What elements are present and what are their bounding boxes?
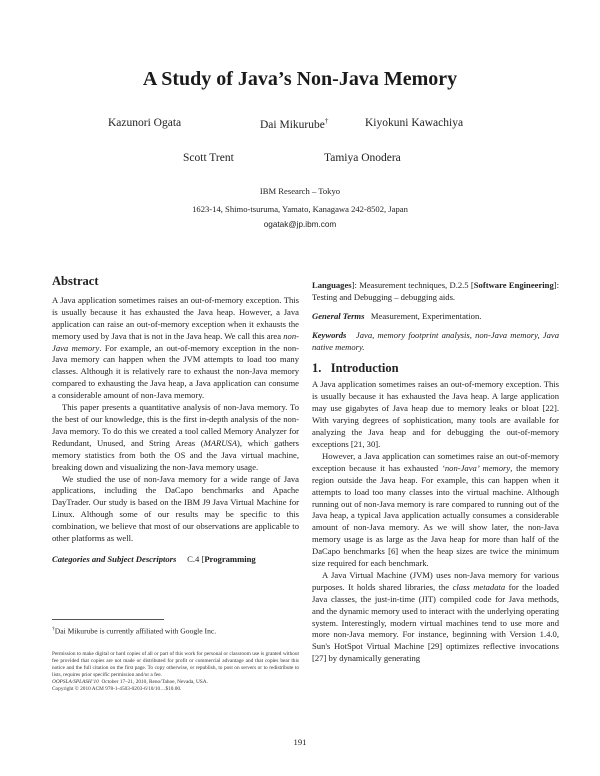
affiliation: IBM Research – Tokyo <box>259 186 341 196</box>
address: 1623-14, Shimo-tsuruma, Yamato, Kanagawa 242-8502, Japan <box>192 204 408 214</box>
left-column <box>52 276 299 566</box>
email-address: ogatak@jp.ibm.com <box>263 220 337 229</box>
footnote-text: Dai Mikurube is currently affiliated with Google Inc. <box>54 626 217 636</box>
general-terms-line <box>312 311 559 323</box>
text-run: ]: Testing and Debugging – debugging aids. <box>312 280 559 302</box>
text-run: . For example, an out-of-memory exception in the non-Java memory can happen when the JVM attempts to load too many classes. Although it is relatively rare to exhaust the non-Java memory compared to exhausting the Java heap, a Java application can consume a considerable amount of non-Java memory. <box>52 342 299 401</box>
section-title: Introduction <box>330 360 399 375</box>
general-terms-label: General Terms <box>312 310 365 321</box>
abstract-paragraph: We studied the use of non-Java memory for a wide range of Java applications, including the DaCapo benchmarks and Apache DayTrader. Our study is based on the IBM J9 Java Virtual Machine for Linux. Although some of our results may be specific to this combination, we believe that most of our observations are applicable to other platforms as well. <box>52 473 299 544</box>
introduction-paragraph <box>312 451 559 570</box>
section-number: 1. <box>312 360 322 375</box>
footnote <box>52 624 299 637</box>
abstract-paragraph <box>52 295 299 402</box>
abstract-heading: Abstract <box>52 274 99 288</box>
keywords-value: Java, memory footprint analysis, non-Java memory, Java native memory. <box>312 329 559 352</box>
paper-title: A Study of Java’s Non-Java Memory <box>142 68 458 90</box>
text-run: A Java Virtual Machine (JVM) uses non-Java memory for various purposes. It holds shared libraries, the <box>312 569 559 592</box>
text-run: A Java application sometimes raises an out-of-memory exception. This is usually because it has exhausted the Java heap. However, a Java application can raise an out-of-memory exception when it exhausts the memory used by Java that is not in the Java heap. We call this area <box>52 294 299 341</box>
text-run: This paper presents a quantitative analysis of non-Java memory. To the best of our knowledge, this is the first in-depth analysis of the non-Java memory. To do this we created a tool called Memory Analyzer for Redundant, Unused, and String Areas ( <box>52 402 299 448</box>
text-run: However, a Java application can sometimes raise an out-of-memory exception because it has exhausted <box>312 450 559 473</box>
keywords-label: Keywords <box>312 329 347 340</box>
categories-software-label: Software Engineering <box>473 280 554 290</box>
categories-value: C.4 [ <box>187 553 205 564</box>
introduction-heading <box>312 360 559 375</box>
categories-language-label: Languages <box>312 280 352 290</box>
emphasis-text: MARUSA <box>203 437 237 448</box>
author-name: Kazunori Ogata <box>108 117 182 129</box>
page-number: 191 <box>293 737 307 747</box>
categories-label: Categories and Subject Descriptors <box>52 553 177 564</box>
footnote-rule <box>52 619 164 620</box>
keywords-line <box>312 330 559 354</box>
author-name: Scott Trent <box>183 152 234 164</box>
venue-details: October 17–21, 2010, Reno/Tahoe, Nevada, USA. <box>101 679 208 686</box>
author-name-with-dagger <box>260 117 328 131</box>
text-run: ]: Measurement techniques, D.2.5 [ <box>351 280 474 290</box>
text-run: ), which gathers memory statistics from both the OS and the Java virtual machine, breaking down and visualizing the non-Java memory usage. <box>52 437 299 472</box>
emphasis-text: non-Java memory <box>52 330 299 353</box>
venue-name: OOPSLA/SPLASH’10 <box>52 679 99 686</box>
copyright-line: Copyright © 2010 ACM 978-1-4503-0203-6/10/10…$10.00. <box>52 686 182 693</box>
author-name: Dai Mikurube <box>260 118 325 131</box>
footnote-mark: † <box>52 626 55 632</box>
text-run: , the memory region outside the Java heap. For example, this can happen when it attempts to load too many classes into the virtual machine. Although running out of non-Java memory is rare compared to running out of the Java heap, a typical Java application actually consumes a considerable amount of non-Java memory. As we will show later, the non-Java memory usage is as large as the Java heap for more than half of the DaCapo benchmarks [6] when the heap sizes are twice the minimum size required for each benchmark. <box>312 462 559 569</box>
emphasis-text: ‘non-Java’ memory <box>442 462 511 473</box>
text-run: for the loaded Java classes, the just-in-time (JIT) compiled code for Java methods, and the dynamic memory used to interact with the underlying operating system. Interestingly, modern virtual machines tend to use more and more non-Java memory. For instance, beginning with Version 1.4.0, Sun's HotSpot Virtual Machine [29] optimizes reflective invocations [27] by dynamically generating <box>312 581 560 664</box>
categories-line <box>52 554 299 566</box>
categories-value-bold: Programming <box>204 553 256 564</box>
permission-text: Permission to make digital or hard copies of all or part of this work for personal or classroom use is granted without fee provided that copies are not made or distributed for profit or commercial advantage and that copies bear this notice and the full citation on the first page. To copy otherwise, or republish, to post on servers or to redistribute to lists, requires prior specific permission and/or a fee. <box>52 651 299 679</box>
abstract-paragraph <box>52 402 299 473</box>
introduction-paragraph: A Java application sometimes raises an out-of-memory exception. This is usually because it has exhausted the Java heap. A large application may use gigabytes of Java heap due to memory leaks or bloat [22]. With varying degrees of sophistication, many tools are available for analyzing the Java heap and for debugging the out-of-memory exceptions [21, 30]. <box>312 379 559 449</box>
categories-continuation <box>312 280 559 304</box>
emphasis-text: class metadata <box>452 581 506 592</box>
author-name: Kiyokuni Kawachiya <box>365 117 464 129</box>
permission-block <box>52 651 299 694</box>
general-terms-value: Measurement, Experimentation. <box>370 310 482 321</box>
author-name: Tamiya Onodera <box>324 152 401 164</box>
dagger-mark: † <box>324 117 329 125</box>
introduction-paragraph <box>312 570 559 665</box>
right-column <box>312 280 559 665</box>
